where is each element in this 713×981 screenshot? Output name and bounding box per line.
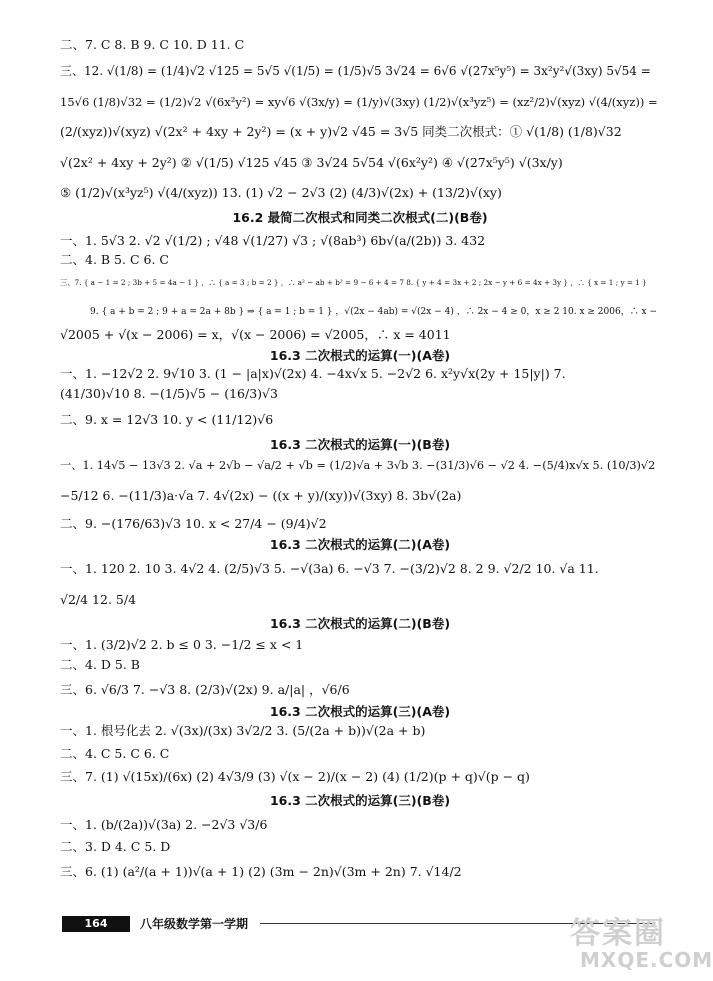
answer-line: 二、4. C 5. C 6. C (60, 746, 170, 761)
answer-line: 15√6 (1/8)√32 = (1/2)√2 √(6x²y²) = xy√6 √(3x/y) = (1/y)√(3xy) (1/2)√(x³yz⁵) = (xz²/2)√(xyz) √(4/(xyz)) = (60, 95, 658, 109)
watermark (560, 908, 713, 980)
answer-line: 二、3. D 4. C 5. D (60, 839, 171, 854)
book-title: 八年级数学第一学期 (140, 917, 249, 931)
answer-line: 一、1. (b/(2a))√(3a) 2. −2√3 √3/6 (60, 817, 268, 832)
answer-line: 三、7. (1) √(15x)/(6x) (2) 4√3/9 (3) √(x − 2)/(x − 2) (4) (1/2)(p + q)√(p − q) (60, 769, 530, 784)
answer-line: 二、4. B 5. C 6. C (60, 252, 169, 267)
answer-line: √(2x² + 4xy + 2y²) ② √(1/5) √125 √45 ③ 3√24 5√54 √(6x²y²) ④ √(27x⁵y⁵) √(3x/y) (60, 155, 563, 170)
section-heading: 16.3 二次根式的运算(三)(B卷) (269, 793, 451, 808)
answer-line: 9. { a + b = 2 ; 9 + a = 2a + 8b } ⇒ { a = 1 ; b = 1 } ，√(2x − 4ab) = √(2x − 4) ，∴ 2x − 4 ≥ 0，x ≥ 2 10. x ≥ 2006，∴ x − (90, 307, 658, 317)
answer-line: 二、7. C 8. B 9. C 10. D 11. C (60, 37, 245, 52)
answer-line: √2/4 12. 5/4 (60, 592, 137, 607)
answer-line: 一、1. 120 2. 10 3. 4√2 4. (2/5)√3 5. −√(3a) 6. −√3 7. −(3/2)√2 8. 2 9. √2/2 10. √a 11. (60, 561, 599, 576)
answer-line: √2005 + √(x − 2006) = x，√(x − 2006) = √2005，∴ x = 4011 (60, 327, 451, 342)
watermark-url: MXQE.COM (580, 948, 713, 972)
answer-line: 一、1. 14√5 − 13√3 2. √a + 2√b − √a/2 + √b = (1/2)√a + 3√b 3. −(31/3)√6 − √2 4. −(5/4)x√x 5. (10/3)√2 (60, 459, 656, 472)
answer-line: ⑤ (1/2)√(x³yz⁵) √(4/(xyz)) 13. (1) √2 − 2√3 (2) (4/3)√(2x) + (13/2)√(xy) (60, 185, 502, 200)
answer-line: 二、4. D 5. B (60, 657, 140, 672)
answer-line: (2/(xyz))√(xyz) √(2x² + 4xy + 2y²) = (x + y)√2 √45 = 3√5 同类二次根式：① √(1/8) (1/8)√32 (60, 124, 622, 139)
answer-line: 一、1. (3/2)√2 2. b ≤ 0 3. −1/2 ≤ x < 1 (60, 637, 304, 652)
section-heading: 16.2 最简二次根式和同类二次根式(二)(B卷) (232, 210, 488, 225)
section-heading: 16.3 二次根式的运算(三)(A卷) (269, 704, 451, 719)
answer-line: 一、1. 根号化去 2. √(3x)/(3x) 3√2/2 3. (5/(2a + b))√(2a + b) (60, 723, 426, 738)
page-number: 164 (62, 916, 130, 932)
answer-line: 三、6. (1) (a²/(a + 1))√(a + 1) (2) (3m − 2n)√(3m + 2n) 7. √14/2 (60, 864, 462, 879)
section-heading: 16.3 二次根式的运算(二)(A卷) (269, 537, 451, 552)
answer-line: 三、12. √(1/8) = (1/4)√2 √125 = 5√5 √(1/5) = (1/5)√5 3√24 = 6√6 √(27x⁵y⁵) = 3x²y²√(3xy) 5√54 = (60, 64, 651, 78)
answer-line: 二、9. x = 12√3 10. y < (11/12)√6 (60, 412, 274, 427)
answer-line: 三、7. { a − 1 = 2 ; 3b + 5 = 4a − 1 } ，∴ { a = 3 ; b = 2 } ，∴ a² − ab + b² = 9 − 6 + 4 = 7 8. { y + 4 = 3x + 2 ; 2x − y + 6 = 4x + 3y } ，∴ { x = 1 ; y = 1 } (60, 278, 647, 287)
answer-line: −5/12 6. −(11/3)a·√a 7. 4√(2x) − ((x + y)/(xy))√(3xy) 8. 3b√(2a) (60, 488, 462, 503)
answer-line: 一、1. −12√2 2. 9√10 3. (1 − |a|x)√(2x) 4. −4x√x 5. −2√2 6. x²y√x(2y + 15|y|) 7. (60, 366, 566, 381)
section-heading: 16.3 二次根式的运算(一)(B卷) (269, 437, 451, 452)
watermark-text: 答案圈 (570, 916, 666, 951)
answer-line: 三、6. √6/3 7. −√3 8. (2/3)√(2x) 9. a/|a| ，√6/6 (60, 682, 350, 697)
section-heading: 16.3 二次根式的运算(一)(A卷) (269, 348, 451, 363)
answer-line: 二、9. −(176/63)√3 10. x < 27/4 − (9/4)√2 (60, 516, 327, 531)
section-heading: 16.3 二次根式的运算(二)(B卷) (269, 616, 451, 631)
answer-line: 一、1. 5√3 2. √2 √(1/2) ; √48 √(1/27) √3 ; √(8ab³) 6b√(a/(2b)) 3. 432 (60, 233, 486, 248)
answer-line: (41/30)√10 8. −(1/5)√5 − (16/3)√3 (60, 386, 278, 401)
